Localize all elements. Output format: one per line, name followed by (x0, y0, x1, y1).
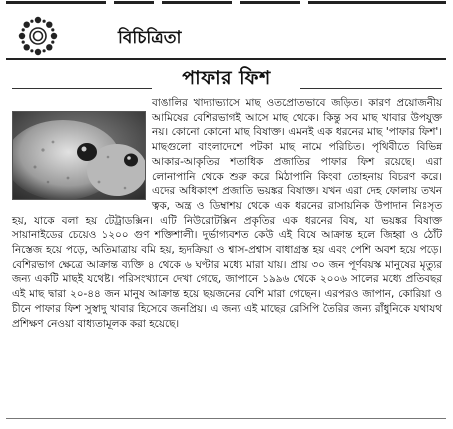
article-paragraph: বাঙালির খাদ্যাভ্যাসে মাছ ওতপ্রোতভাবে জড়িত। কারণ প্রয়োজনীয় আমিষের বেশিরভাগই আসে মাছ থেকে। কিন্তু সব মাছ খাবার উপযুক্ত নয়। কোনো কোনো মাছ বিষাক্ত। এমনই এক ধরনের মাছ 'পাফার ফিশ'। মাছগুলো বাংলাদেশে পটকা মাছ নামে পরিচিত। পৃথিবীতে বিভিন্ন আকার-আকৃতির শতাধিক প্রজাতির পাফার ফিশ রয়েছে। এরা লোনাপানি থেকে শুরু করে মিঠাপানি কিংবা তোহনায় বিচরণ করে। এদের অধিকাংশ প্রজাতি ভয়ঙ্কর বিষাক্ত। যখন এরা দেহ ফোলায় তখন ত্বক, অন্ত্র ও ডিম্বাশয় থেকে এক ধরনের রাসায়নিক উপাদান নিঃসৃত হয়, যাকে বলা হয় টেট্রাডক্সিন। এটি নিউরোটক্সিন প্রকৃতির এক ধরনের বিষ, যা ভয়ঙ্কর বিষাক্ত সায়ানাইডের চেয়েও ১২০০ গুণ শক্তিশালী। দুর্ভাগ্যবশত কেউ এই বিষে আক্রান্ত হলে জিহ্বা ও ঠোঁট নিস্তেজ হয়ে পড়ে, অতিমাত্রায় বমি হয়, হৃদক্রিয়া ও শ্বাস-প্রশ্বাস বাধাগ্রস্ত হয় এবং পেশি অবশ হয়ে পড়ে। বেশিরভাগ ক্ষেত্রে আক্রান্ত ব্যক্তি ৪ থেকে ৬ ঘণ্টার মধ্যে মারা যায়। প্রায় ৩০ জন পূর্ণবয়স্ক মানুষের মৃত্যুর জন্য একটি মাছই যথেষ্ট। পরিসংখ্যানে দেখা গেছে, জাপানে ১৯৯৬ থেকে ২০০৬ সালের মধ্যে প্রতিবছর এই মাছ দ্বারা ২০-৪৪ জন মানুষ আক্রান্ত হয়ে ছয়জনের বেশি মারা গেছেন। এরপরও জাপান, কোরিয়া ও চীনে পাফার ফিশ সুস্বাদু খাবার হিসেবে জনপ্রিয়। এ জন্য এই মাছের রেসিপি তৈরির জন্য রাঁধুনিকে যথাযথ প্রশিক্ষণ নেওয়া বাধ্যতামূলক করা হয়েছে। (12, 97, 442, 330)
article-body (12, 96, 442, 331)
section-header (6, 14, 446, 60)
top-rule-strip (0, 0, 453, 8)
sun-ornament-icon (16, 14, 60, 58)
title-rule-right (300, 88, 442, 89)
bottom-rule (6, 418, 446, 419)
title-rule-left (12, 88, 152, 89)
section-title: বিচিত্রিতা (118, 28, 182, 48)
article-title: পাফার ফিশ (182, 67, 271, 89)
pufferfish-photo (12, 111, 146, 200)
